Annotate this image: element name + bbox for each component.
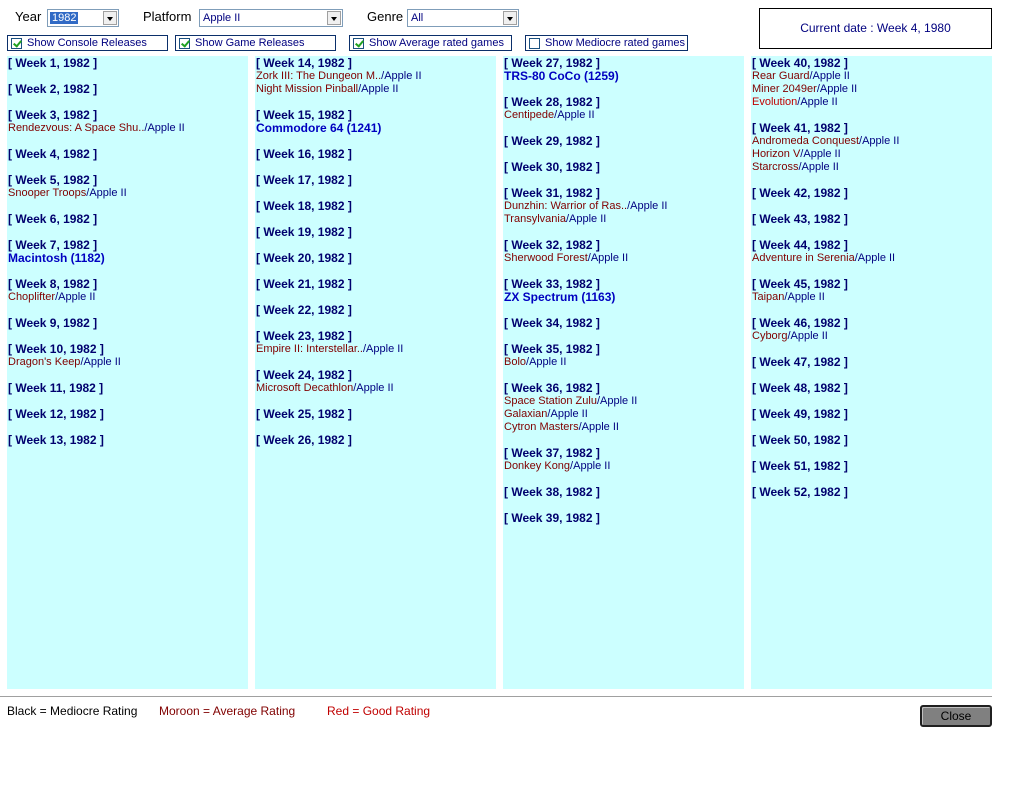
game-title[interactable]: Choplifter: [8, 291, 56, 303]
week-title[interactable]: [ Week 50, 1982 ]: [752, 433, 848, 447]
week-block: [503, 486, 600, 499]
separator: /: [358, 83, 362, 95]
separator: /: [627, 200, 631, 212]
platform-release[interactable]: ZX Spectrum (1163): [504, 290, 616, 304]
game-entry[interactable]: [7, 187, 127, 200]
separator: /: [800, 148, 804, 160]
game-platform[interactable]: Apple II: [58, 291, 96, 303]
game-title[interactable]: Rear Guard: [752, 70, 810, 82]
week-title[interactable]: [ Week 20, 1982 ]: [256, 251, 352, 265]
game-entry[interactable]: [751, 291, 848, 304]
week-block: [751, 434, 848, 447]
game-title[interactable]: Empire II: Interstellar..: [256, 343, 363, 355]
week-title[interactable]: [ Week 42, 1982 ]: [752, 186, 848, 200]
game-entry[interactable]: [503, 356, 600, 369]
week-title[interactable]: [ Week 41, 1982 ]: [752, 121, 848, 135]
week-block: [255, 226, 352, 239]
week-title[interactable]: [ Week 28, 1982 ]: [504, 95, 600, 109]
separator: /: [787, 330, 791, 342]
genre-select[interactable]: [407, 9, 519, 27]
game-platform[interactable]: Apple II: [573, 460, 611, 472]
genre-label: Genre: [367, 9, 404, 24]
game-platform[interactable]: Apple II: [590, 252, 629, 264]
week-block: [255, 57, 422, 96]
game-title[interactable]: Dragon's Keep: [8, 356, 81, 368]
legend-good: Red = Good Rating: [327, 704, 431, 718]
week-title[interactable]: [ Week 51, 1982 ]: [752, 459, 848, 473]
week-title[interactable]: [ Week 11, 1982 ]: [8, 381, 104, 395]
separator: /: [587, 252, 591, 264]
week-block: [503, 343, 600, 369]
game-title[interactable]: Evolution: [752, 96, 798, 108]
legend-mediocre: Black = Mediocre Rating: [7, 704, 138, 718]
platform-release[interactable]: Macintosh (1182): [8, 251, 105, 265]
game-entry[interactable]: [751, 330, 848, 343]
game-entry[interactable]: [7, 356, 121, 369]
game-title[interactable]: Snooper Troops: [8, 187, 87, 199]
game-platform[interactable]: Apple II: [812, 70, 850, 82]
week-title[interactable]: [ Week 13, 1982 ]: [8, 433, 104, 447]
game-title[interactable]: Zork III: The Dungeon M..: [256, 70, 382, 82]
week-block: [7, 408, 104, 421]
separator: /: [80, 356, 84, 368]
separator: /: [570, 460, 574, 472]
game-entry[interactable]: [503, 460, 610, 473]
week-block: [751, 486, 848, 499]
week-block: [751, 187, 848, 200]
game-title[interactable]: Adventure in Serenia: [752, 252, 855, 264]
game-platform[interactable]: Apple II: [384, 70, 422, 82]
game-platform[interactable]: Apple II: [630, 200, 668, 212]
week-block: [255, 330, 403, 356]
game-entry[interactable]: [7, 291, 97, 304]
week-title[interactable]: [ Week 22, 1982 ]: [256, 303, 352, 317]
game-title[interactable]: Andromeda Conquest: [752, 135, 860, 147]
week-block: [7, 83, 97, 96]
week-title[interactable]: [ Week 39, 1982 ]: [504, 511, 600, 525]
separator: /: [362, 343, 367, 355]
game-platform[interactable]: Apple II: [83, 356, 121, 368]
separator: /: [859, 135, 863, 147]
week-title[interactable]: [ Week 29, 1982 ]: [504, 134, 600, 148]
separator: /: [86, 187, 90, 199]
checkbox-show-average-rated[interactable]: [349, 35, 512, 51]
game-title[interactable]: Galaxian: [504, 408, 548, 420]
week-title[interactable]: [ Week 15, 1982 ]: [256, 108, 352, 122]
week-block: [751, 57, 857, 109]
separator: /: [784, 291, 788, 303]
game-platform[interactable]: Apple II: [550, 408, 588, 420]
week-column-3: [503, 56, 744, 689]
game-platform[interactable]: Apple II: [819, 83, 858, 95]
separator: /: [144, 122, 148, 134]
game-title[interactable]: Centipede: [504, 109, 555, 121]
week-title[interactable]: [ Week 38, 1982 ]: [504, 485, 600, 499]
separator: /: [798, 161, 802, 173]
week-block: [503, 278, 615, 304]
game-entry[interactable]: [503, 408, 637, 421]
week-block: [7, 174, 127, 200]
week-title[interactable]: [ Week 26, 1982 ]: [256, 433, 352, 447]
game-title[interactable]: Space Station Zulu: [504, 395, 597, 407]
checkbox-label: Show Mediocre rated games: [545, 37, 686, 49]
game-title[interactable]: Rendezvous: A Space Shu..: [8, 122, 145, 134]
week-title[interactable]: [ Week 7, 1982 ]: [8, 238, 98, 252]
week-title[interactable]: [ Week 6, 1982 ]: [8, 212, 98, 226]
week-block: [503, 96, 600, 122]
platform-select[interactable]: [199, 9, 343, 27]
game-entry[interactable]: [751, 96, 857, 109]
week-title[interactable]: [ Week 43, 1982 ]: [752, 212, 848, 226]
checkbox-icon[interactable]: [529, 38, 540, 49]
game-platform[interactable]: Apple II: [801, 161, 839, 173]
game-entry[interactable]: [503, 200, 667, 213]
week-title[interactable]: [ Week 33, 1982 ]: [504, 277, 600, 291]
week-block: [7, 109, 185, 135]
checkbox-label: Show Average rated games: [369, 37, 504, 49]
week-block: [7, 382, 103, 395]
checkbox-label: Show Game Releases: [195, 37, 305, 49]
checkbox-icon[interactable]: [179, 38, 190, 49]
game-entry[interactable]: [751, 135, 899, 148]
week-block: [503, 512, 600, 525]
game-entry[interactable]: [7, 122, 185, 135]
platform-release[interactable]: TRS-80 CoCo (1259): [504, 69, 619, 83]
game-entry[interactable]: [503, 421, 637, 434]
week-block: [7, 343, 121, 369]
week-block: [7, 213, 97, 226]
footer-divider: [0, 696, 992, 697]
separator: /: [565, 213, 570, 225]
week-block: [7, 239, 105, 265]
week-title[interactable]: [ Week 23, 1982 ]: [256, 329, 352, 343]
game-platform[interactable]: Apple II: [600, 395, 638, 407]
separator: /: [578, 421, 582, 433]
year-label: Year: [15, 9, 42, 24]
week-column-2: [255, 56, 496, 689]
week-title[interactable]: [ Week 44, 1982 ]: [752, 238, 848, 252]
week-title[interactable]: [ Week 49, 1982 ]: [752, 407, 848, 421]
game-title[interactable]: Microsoft Decathlon: [256, 382, 354, 394]
game-platform[interactable]: Apple II: [529, 356, 567, 368]
week-block: [751, 122, 899, 174]
checkbox-show-console-releases[interactable]: [7, 35, 168, 51]
week-block: [751, 278, 848, 304]
game-title[interactable]: Horizon V: [752, 148, 801, 160]
game-platform[interactable]: Apple II: [89, 187, 127, 199]
game-entry[interactable]: [751, 161, 899, 174]
week-title[interactable]: [ Week 32, 1982 ]: [504, 238, 600, 252]
legend-average: Moroon = Average Rating: [159, 704, 296, 718]
week-title[interactable]: [ Week 25, 1982 ]: [256, 407, 352, 421]
week-block: [255, 174, 352, 187]
week-block: [255, 408, 352, 421]
week-title[interactable]: [ Week 4, 1982 ]: [8, 147, 98, 161]
week-title[interactable]: [ Week 27, 1982 ]: [504, 56, 600, 70]
genre-select-value: All: [411, 12, 424, 24]
week-title[interactable]: [ Week 24, 1982 ]: [256, 368, 352, 382]
week-block: [503, 447, 610, 473]
week-block: [751, 460, 848, 473]
game-title[interactable]: Miner 2049er: [752, 83, 817, 95]
game-entry[interactable]: [503, 252, 628, 265]
week-title[interactable]: [ Week 8, 1982 ]: [8, 277, 98, 291]
week-block: [255, 278, 352, 291]
year-select[interactable]: [47, 9, 119, 27]
week-title[interactable]: [ Week 34, 1982 ]: [504, 316, 600, 330]
game-entry[interactable]: [255, 70, 422, 83]
game-entry[interactable]: [503, 395, 637, 408]
week-column-4: [751, 56, 992, 689]
chevron-down-icon[interactable]: [103, 11, 117, 25]
week-title[interactable]: [ Week 18, 1982 ]: [256, 199, 352, 213]
separator: /: [547, 408, 551, 420]
week-block: [255, 304, 352, 317]
week-block: [255, 369, 394, 395]
week-block: [255, 109, 381, 135]
week-block: [503, 239, 628, 265]
game-entry[interactable]: [503, 109, 600, 122]
separator: /: [797, 96, 801, 108]
week-title[interactable]: [ Week 16, 1982 ]: [256, 147, 352, 161]
game-title[interactable]: Transylvania: [504, 213, 566, 225]
checkbox-icon[interactable]: [11, 38, 22, 49]
platform-release[interactable]: Commodore 64 (1241): [256, 121, 382, 135]
game-platform[interactable]: Apple II: [361, 83, 399, 95]
week-title[interactable]: [ Week 9, 1982 ]: [8, 316, 98, 330]
checkbox-icon[interactable]: [353, 38, 364, 49]
week-title[interactable]: [ Week 12, 1982 ]: [8, 407, 104, 421]
separator: /: [854, 252, 858, 264]
game-entry[interactable]: [255, 382, 394, 395]
game-platform[interactable]: Apple II: [356, 382, 394, 394]
separator: /: [554, 109, 558, 121]
week-title[interactable]: [ Week 40, 1982 ]: [752, 56, 848, 70]
checkbox-label: Show Console Releases: [27, 37, 147, 49]
week-block: [751, 382, 848, 395]
game-entry[interactable]: [255, 83, 422, 96]
separator: /: [596, 395, 601, 407]
separator: /: [816, 83, 820, 95]
week-block: [7, 57, 97, 70]
game-platform[interactable]: Apple II: [857, 252, 896, 264]
separator: /: [55, 291, 59, 303]
week-column-1: [7, 56, 248, 689]
game-entry[interactable]: [255, 343, 403, 356]
week-title[interactable]: [ Week 31, 1982 ]: [504, 186, 600, 200]
game-title[interactable]: Bolo: [504, 356, 527, 368]
separator: /: [809, 70, 813, 82]
week-title[interactable]: [ Week 19, 1982 ]: [256, 225, 352, 239]
week-block: [7, 278, 97, 304]
game-platform[interactable]: Apple II: [569, 213, 607, 225]
separator: /: [526, 356, 530, 368]
week-block: [503, 382, 637, 434]
week-block: [255, 200, 352, 213]
current-date: Current date : Week 4, 1980: [759, 8, 992, 49]
game-platform[interactable]: Apple II: [803, 148, 841, 160]
week-title[interactable]: [ Week 47, 1982 ]: [752, 355, 848, 369]
week-title[interactable]: [ Week 30, 1982 ]: [504, 160, 600, 174]
week-block: [751, 317, 848, 343]
year-select-value: 1982: [52, 12, 77, 24]
game-platform[interactable]: Apple II: [366, 343, 404, 355]
week-title[interactable]: [ Week 46, 1982 ]: [752, 316, 848, 330]
game-entry[interactable]: [751, 252, 895, 265]
week-title[interactable]: [ Week 2, 1982 ]: [8, 82, 98, 96]
game-platform[interactable]: Apple II: [787, 291, 825, 303]
game-title[interactable]: Donkey Kong: [504, 460, 571, 472]
game-platform[interactable]: Apple II: [800, 96, 838, 108]
week-block: [7, 434, 104, 447]
game-title[interactable]: Cyborg: [752, 330, 788, 342]
week-block: [751, 356, 848, 369]
week-title[interactable]: [ Week 37, 1982 ]: [504, 446, 600, 460]
game-platform[interactable]: Apple II: [862, 135, 900, 147]
week-block: [503, 135, 600, 148]
game-title[interactable]: Sherwood Forest: [504, 252, 588, 264]
platform-label: Platform: [143, 9, 192, 24]
platform-select-value: Apple II: [203, 12, 241, 24]
week-title[interactable]: [ Week 17, 1982 ]: [256, 173, 352, 187]
week-title[interactable]: [ Week 21, 1982 ]: [256, 277, 352, 291]
chevron-down-icon[interactable]: [327, 11, 341, 25]
game-entry[interactable]: [751, 70, 857, 83]
game-entry[interactable]: [751, 148, 899, 161]
game-platform[interactable]: Apple II: [790, 330, 828, 342]
week-block: [7, 148, 97, 161]
chevron-down-icon[interactable]: [503, 11, 517, 25]
week-title[interactable]: [ Week 1, 1982 ]: [8, 56, 98, 70]
game-title[interactable]: Taipan: [752, 291, 785, 303]
separator: /: [353, 382, 357, 394]
week-title[interactable]: [ Week 5, 1982 ]: [8, 173, 98, 187]
game-platform[interactable]: Apple II: [581, 421, 619, 433]
week-title[interactable]: [ Week 45, 1982 ]: [752, 277, 848, 291]
game-platform[interactable]: Apple II: [557, 109, 595, 121]
week-title[interactable]: [ Week 52, 1982 ]: [752, 485, 848, 499]
week-block: [751, 213, 848, 226]
week-block: [751, 239, 895, 265]
week-block: [503, 187, 667, 226]
week-title[interactable]: [ Week 3, 1982 ]: [8, 108, 98, 122]
week-block: [7, 317, 97, 330]
checkbox-show-game-releases[interactable]: [175, 35, 336, 51]
week-block: [503, 161, 600, 174]
game-title[interactable]: Cytron Masters: [504, 421, 579, 433]
week-block: [255, 252, 352, 265]
week-title[interactable]: [ Week 36, 1982 ]: [504, 381, 600, 395]
game-title[interactable]: Night Mission Pinball: [256, 83, 359, 95]
close-button[interactable]: Close: [920, 705, 992, 727]
week-block: [751, 408, 848, 421]
week-block: [503, 57, 619, 83]
checkbox-show-mediocre-rated[interactable]: [525, 35, 688, 51]
week-title[interactable]: [ Week 10, 1982 ]: [8, 342, 104, 356]
week-block: [503, 317, 600, 330]
game-entry[interactable]: [751, 83, 857, 96]
week-title[interactable]: [ Week 48, 1982 ]: [752, 381, 848, 395]
game-entry[interactable]: [503, 213, 667, 226]
week-block: [255, 148, 352, 161]
separator: /: [381, 70, 385, 82]
week-title[interactable]: [ Week 14, 1982 ]: [256, 56, 352, 70]
game-title[interactable]: Dunzhin: Warrior of Ras..: [504, 200, 628, 212]
game-title[interactable]: Starcross: [752, 161, 799, 173]
week-block: [255, 434, 352, 447]
game-platform[interactable]: Apple II: [147, 122, 185, 134]
week-title[interactable]: [ Week 35, 1982 ]: [504, 342, 600, 356]
